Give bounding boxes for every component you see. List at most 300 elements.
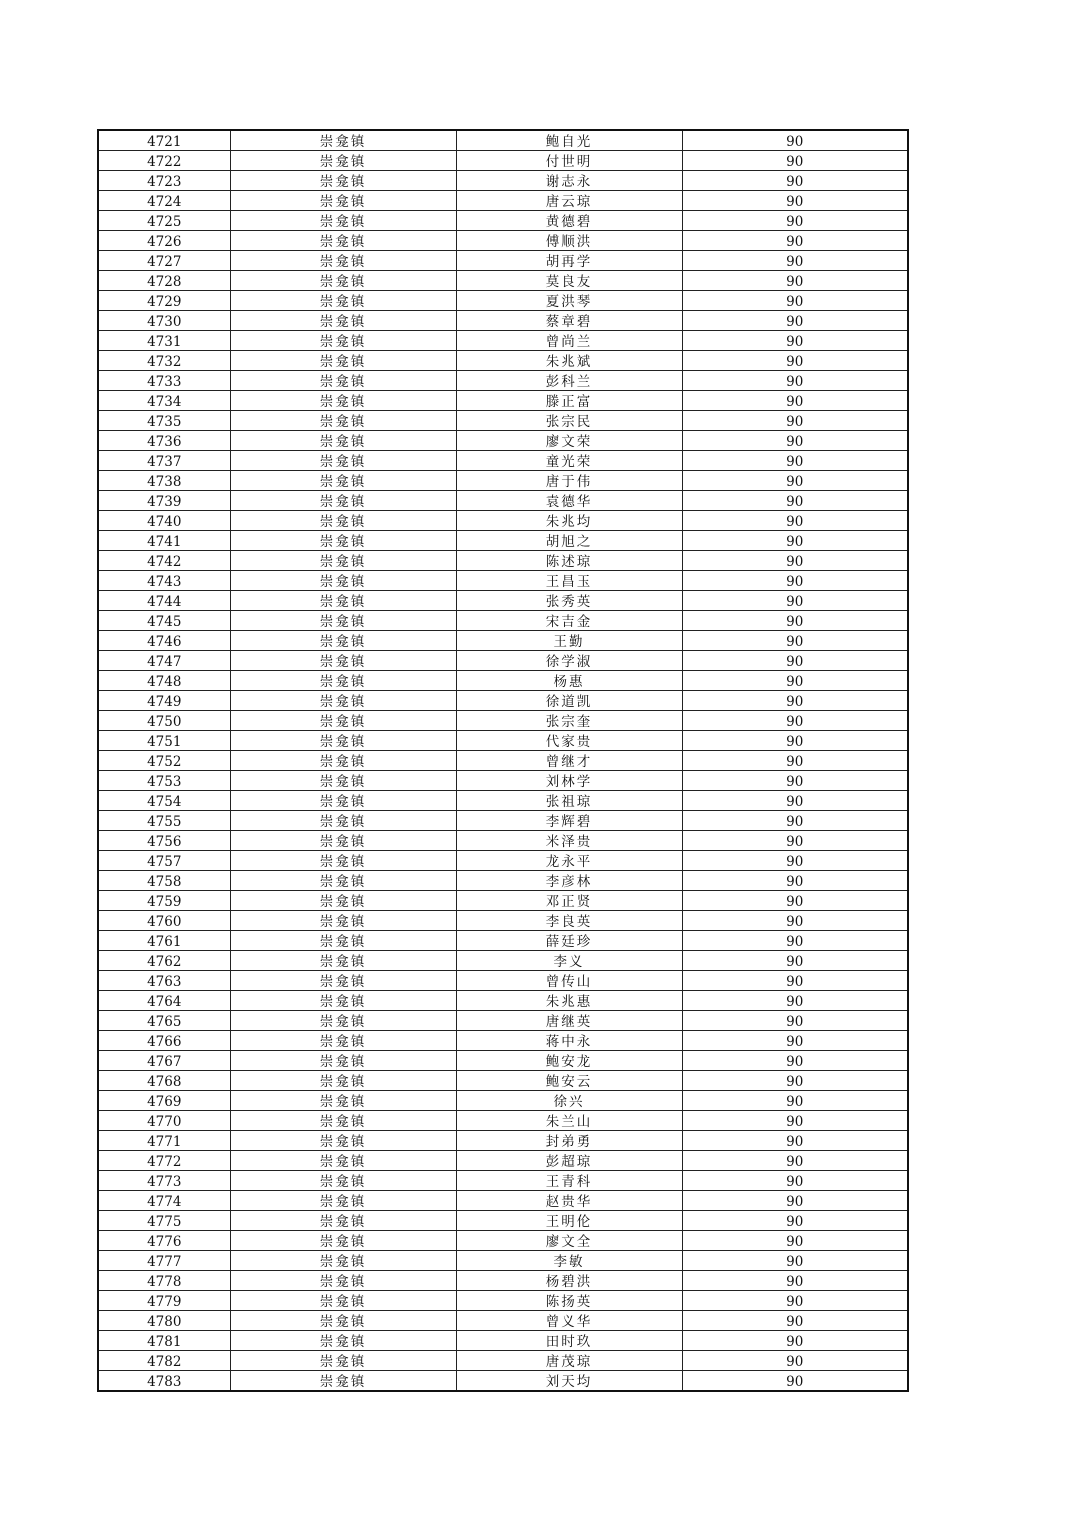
row-number-cell: 4778 <box>98 1271 230 1291</box>
amount-cell: 90 <box>682 1311 908 1331</box>
person-name-cell: 胡再学 <box>456 251 682 271</box>
town-cell: 崇龛镇 <box>230 1031 456 1051</box>
row-number-cell: 4767 <box>98 1051 230 1071</box>
person-name-cell: 张宗民 <box>456 411 682 431</box>
person-name-cell: 陈扬英 <box>456 1291 682 1311</box>
amount-cell: 90 <box>682 1011 908 1031</box>
amount-cell: 90 <box>682 1031 908 1051</box>
amount-cell: 90 <box>682 531 908 551</box>
person-name-cell: 龙永平 <box>456 851 682 871</box>
person-name-cell: 朱兆斌 <box>456 351 682 371</box>
town-cell: 崇龛镇 <box>230 351 456 371</box>
town-cell: 崇龛镇 <box>230 311 456 331</box>
person-name-cell: 王昌玉 <box>456 571 682 591</box>
row-number-cell: 4761 <box>98 931 230 951</box>
town-cell: 崇龛镇 <box>230 411 456 431</box>
amount-cell: 90 <box>682 691 908 711</box>
table-row <box>98 511 908 531</box>
row-number-cell: 4739 <box>98 491 230 511</box>
person-name-cell: 邓正贤 <box>456 891 682 911</box>
row-number-cell: 4733 <box>98 371 230 391</box>
amount-cell: 90 <box>682 631 908 651</box>
row-number-cell: 4729 <box>98 291 230 311</box>
amount-cell: 90 <box>682 751 908 771</box>
amount-cell: 90 <box>682 931 908 951</box>
town-cell: 崇龛镇 <box>230 931 456 951</box>
table-row <box>98 431 908 451</box>
town-cell: 崇龛镇 <box>230 391 456 411</box>
table-row <box>98 351 908 371</box>
row-number-cell: 4737 <box>98 451 230 471</box>
amount-cell: 90 <box>682 1211 908 1231</box>
row-number-cell: 4773 <box>98 1171 230 1191</box>
amount-cell: 90 <box>682 1071 908 1091</box>
table-row <box>98 311 908 331</box>
person-name-cell: 王明伦 <box>456 1211 682 1231</box>
row-number-cell: 4734 <box>98 391 230 411</box>
row-number-cell: 4731 <box>98 331 230 351</box>
person-name-cell: 张宗奎 <box>456 711 682 731</box>
town-cell: 崇龛镇 <box>230 591 456 611</box>
row-number-cell: 4745 <box>98 611 230 631</box>
town-cell: 崇龛镇 <box>230 731 456 751</box>
amount-cell: 90 <box>682 211 908 231</box>
row-number-cell: 4766 <box>98 1031 230 1051</box>
person-name-cell: 鲍安云 <box>456 1071 682 1091</box>
town-cell: 崇龛镇 <box>230 891 456 911</box>
amount-cell: 90 <box>682 791 908 811</box>
amount-cell: 90 <box>682 551 908 571</box>
amount-cell: 90 <box>682 991 908 1011</box>
town-cell: 崇龛镇 <box>230 1111 456 1131</box>
amount-cell: 90 <box>682 191 908 211</box>
row-number-cell: 4776 <box>98 1231 230 1251</box>
table-row <box>98 391 908 411</box>
amount-cell: 90 <box>682 811 908 831</box>
person-name-cell: 廖文全 <box>456 1231 682 1251</box>
person-name-cell: 彭科兰 <box>456 371 682 391</box>
town-cell: 崇龛镇 <box>230 791 456 811</box>
row-number-cell: 4779 <box>98 1291 230 1311</box>
table-row <box>98 271 908 291</box>
person-name-cell: 蔡章碧 <box>456 311 682 331</box>
town-cell: 崇龛镇 <box>230 1071 456 1091</box>
amount-cell: 90 <box>682 1331 908 1351</box>
table-row <box>98 1151 908 1171</box>
town-cell: 崇龛镇 <box>230 551 456 571</box>
amount-cell: 90 <box>682 491 908 511</box>
row-number-cell: 4757 <box>98 851 230 871</box>
table-row <box>98 1091 908 1111</box>
town-cell: 崇龛镇 <box>230 130 456 151</box>
row-number-cell: 4756 <box>98 831 230 851</box>
person-name-cell: 赵贵华 <box>456 1191 682 1211</box>
town-cell: 崇龛镇 <box>230 631 456 651</box>
table-row <box>98 291 908 311</box>
town-cell: 崇龛镇 <box>230 211 456 231</box>
person-name-cell: 刘天均 <box>456 1371 682 1392</box>
amount-cell: 90 <box>682 291 908 311</box>
amount-cell: 90 <box>682 611 908 631</box>
person-name-cell: 张秀英 <box>456 591 682 611</box>
amount-cell: 90 <box>682 1271 908 1291</box>
row-number-cell: 4730 <box>98 311 230 331</box>
person-name-cell: 唐继英 <box>456 1011 682 1031</box>
person-name-cell: 唐茂琼 <box>456 1351 682 1371</box>
person-name-cell: 宋吉金 <box>456 611 682 631</box>
person-name-cell: 滕正富 <box>456 391 682 411</box>
amount-cell: 90 <box>682 951 908 971</box>
table-row <box>98 171 908 191</box>
row-number-cell: 4775 <box>98 1211 230 1231</box>
person-name-cell: 曾义华 <box>456 1311 682 1331</box>
person-name-cell: 陈述琼 <box>456 551 682 571</box>
table-row <box>98 151 908 171</box>
row-number-cell: 4760 <box>98 911 230 931</box>
amount-cell: 90 <box>682 231 908 251</box>
town-cell: 崇龛镇 <box>230 571 456 591</box>
town-cell: 崇龛镇 <box>230 1011 456 1031</box>
town-cell: 崇龛镇 <box>230 531 456 551</box>
row-number-cell: 4768 <box>98 1071 230 1091</box>
table-row <box>98 1051 908 1071</box>
town-cell: 崇龛镇 <box>230 651 456 671</box>
table-row <box>98 751 908 771</box>
town-cell: 崇龛镇 <box>230 991 456 1011</box>
amount-cell: 90 <box>682 311 908 331</box>
town-cell: 崇龛镇 <box>230 971 456 991</box>
row-number-cell: 4723 <box>98 171 230 191</box>
town-cell: 崇龛镇 <box>230 831 456 851</box>
town-cell: 崇龛镇 <box>230 951 456 971</box>
table-row <box>98 831 908 851</box>
row-number-cell: 4753 <box>98 771 230 791</box>
table-row <box>98 211 908 231</box>
person-name-cell: 鲍安龙 <box>456 1051 682 1071</box>
row-number-cell: 4780 <box>98 1311 230 1331</box>
town-cell: 崇龛镇 <box>230 371 456 391</box>
amount-cell: 90 <box>682 651 908 671</box>
person-name-cell: 薛廷珍 <box>456 931 682 951</box>
person-name-cell: 付世明 <box>456 151 682 171</box>
row-number-cell: 4749 <box>98 691 230 711</box>
table-row <box>98 1071 908 1091</box>
table-row <box>98 1271 908 1291</box>
amount-cell: 90 <box>682 171 908 191</box>
person-name-cell: 唐云琼 <box>456 191 682 211</box>
table-row <box>98 1011 908 1031</box>
town-cell: 崇龛镇 <box>230 331 456 351</box>
row-number-cell: 4725 <box>98 211 230 231</box>
table-row <box>98 971 908 991</box>
row-number-cell: 4783 <box>98 1371 230 1392</box>
table-row <box>98 771 908 791</box>
town-cell: 崇龛镇 <box>230 471 456 491</box>
amount-cell: 90 <box>682 731 908 751</box>
amount-cell: 90 <box>682 1231 908 1251</box>
table-row <box>98 1251 908 1271</box>
table-row <box>98 1111 908 1131</box>
amount-cell: 90 <box>682 1051 908 1071</box>
town-cell: 崇龛镇 <box>230 871 456 891</box>
town-cell: 崇龛镇 <box>230 1231 456 1251</box>
table-row <box>98 671 908 691</box>
town-cell: 崇龛镇 <box>230 1131 456 1151</box>
town-cell: 崇龛镇 <box>230 151 456 171</box>
person-name-cell: 夏洪琴 <box>456 291 682 311</box>
amount-cell: 90 <box>682 371 908 391</box>
row-number-cell: 4762 <box>98 951 230 971</box>
table-row <box>98 1371 908 1392</box>
row-number-cell: 4771 <box>98 1131 230 1151</box>
row-number-cell: 4764 <box>98 991 230 1011</box>
row-number-cell: 4751 <box>98 731 230 751</box>
person-name-cell: 徐道凯 <box>456 691 682 711</box>
person-name-cell: 代家贵 <box>456 731 682 751</box>
person-name-cell: 田时玖 <box>456 1331 682 1351</box>
table-row <box>98 1331 908 1351</box>
town-cell: 崇龛镇 <box>230 191 456 211</box>
row-number-cell: 4758 <box>98 871 230 891</box>
person-name-cell: 李良英 <box>456 911 682 931</box>
row-number-cell: 4722 <box>98 151 230 171</box>
town-cell: 崇龛镇 <box>230 1191 456 1211</box>
town-cell: 崇龛镇 <box>230 171 456 191</box>
amount-cell: 90 <box>682 1251 908 1271</box>
table-row <box>98 551 908 571</box>
amount-cell: 90 <box>682 130 908 151</box>
row-number-cell: 4738 <box>98 471 230 491</box>
town-cell: 崇龛镇 <box>230 231 456 251</box>
person-name-cell: 王勤 <box>456 631 682 651</box>
amount-cell: 90 <box>682 511 908 531</box>
table-row <box>98 791 908 811</box>
person-name-cell: 曾尚兰 <box>456 331 682 351</box>
table-row <box>98 1231 908 1251</box>
table-row <box>98 591 908 611</box>
amount-cell: 90 <box>682 1371 908 1392</box>
row-number-cell: 4724 <box>98 191 230 211</box>
table-row <box>98 1191 908 1211</box>
amount-cell: 90 <box>682 1191 908 1211</box>
row-number-cell: 4769 <box>98 1091 230 1111</box>
amount-cell: 90 <box>682 451 908 471</box>
table-row <box>98 891 908 911</box>
table-row <box>98 251 908 271</box>
town-cell: 崇龛镇 <box>230 671 456 691</box>
row-number-cell: 4743 <box>98 571 230 591</box>
person-name-cell: 朱兆惠 <box>456 991 682 1011</box>
row-number-cell: 4727 <box>98 251 230 271</box>
amount-cell: 90 <box>682 251 908 271</box>
document-table-container <box>97 129 907 1392</box>
town-cell: 崇龛镇 <box>230 1371 456 1392</box>
town-cell: 崇龛镇 <box>230 811 456 831</box>
table-row <box>98 651 908 671</box>
table-row <box>98 471 908 491</box>
table-row <box>98 991 908 1011</box>
person-name-cell: 黄德碧 <box>456 211 682 231</box>
person-name-cell: 胡旭之 <box>456 531 682 551</box>
table-row <box>98 1351 908 1371</box>
row-number-cell: 4747 <box>98 651 230 671</box>
row-number-cell: 4777 <box>98 1251 230 1271</box>
town-cell: 崇龛镇 <box>230 1351 456 1371</box>
row-number-cell: 4721 <box>98 130 230 151</box>
amount-cell: 90 <box>682 571 908 591</box>
town-cell: 崇龛镇 <box>230 711 456 731</box>
town-cell: 崇龛镇 <box>230 251 456 271</box>
table-row <box>98 571 908 591</box>
amount-cell: 90 <box>682 1111 908 1131</box>
amount-cell: 90 <box>682 431 908 451</box>
person-name-cell: 杨碧洪 <box>456 1271 682 1291</box>
person-name-cell: 李义 <box>456 951 682 971</box>
row-number-cell: 4770 <box>98 1111 230 1131</box>
town-cell: 崇龛镇 <box>230 1331 456 1351</box>
row-number-cell: 4752 <box>98 751 230 771</box>
amount-cell: 90 <box>682 891 908 911</box>
row-number-cell: 4732 <box>98 351 230 371</box>
amount-cell: 90 <box>682 411 908 431</box>
row-number-cell: 4742 <box>98 551 230 571</box>
person-name-cell: 袁德华 <box>456 491 682 511</box>
table-row <box>98 851 908 871</box>
person-name-cell: 谢志永 <box>456 171 682 191</box>
row-number-cell: 4726 <box>98 231 230 251</box>
town-cell: 崇龛镇 <box>230 1251 456 1271</box>
table-row <box>98 931 908 951</box>
person-name-cell: 莫良友 <box>456 271 682 291</box>
person-name-cell: 彭超琼 <box>456 1151 682 1171</box>
person-name-cell: 曾传山 <box>456 971 682 991</box>
person-name-cell: 杨惠 <box>456 671 682 691</box>
row-number-cell: 4772 <box>98 1151 230 1171</box>
town-cell: 崇龛镇 <box>230 511 456 531</box>
amount-cell: 90 <box>682 711 908 731</box>
amount-cell: 90 <box>682 971 908 991</box>
table-row <box>98 531 908 551</box>
table-row <box>98 1031 908 1051</box>
person-name-cell: 鲍自光 <box>456 130 682 151</box>
person-name-cell: 张祖琼 <box>456 791 682 811</box>
amount-cell: 90 <box>682 391 908 411</box>
person-name-cell: 王青科 <box>456 1171 682 1191</box>
person-name-cell: 唐于伟 <box>456 471 682 491</box>
table-row <box>98 611 908 631</box>
row-number-cell: 4774 <box>98 1191 230 1211</box>
person-name-cell: 徐学淑 <box>456 651 682 671</box>
amount-cell: 90 <box>682 671 908 691</box>
amount-cell: 90 <box>682 911 908 931</box>
row-number-cell: 4759 <box>98 891 230 911</box>
row-number-cell: 4728 <box>98 271 230 291</box>
row-number-cell: 4748 <box>98 671 230 691</box>
amount-cell: 90 <box>682 1171 908 1191</box>
table-row <box>98 1291 908 1311</box>
row-number-cell: 4746 <box>98 631 230 651</box>
town-cell: 崇龛镇 <box>230 1091 456 1111</box>
table-row <box>98 191 908 211</box>
town-cell: 崇龛镇 <box>230 1211 456 1231</box>
table-row <box>98 451 908 471</box>
town-cell: 崇龛镇 <box>230 611 456 631</box>
amount-cell: 90 <box>682 331 908 351</box>
town-cell: 崇龛镇 <box>230 291 456 311</box>
person-name-cell: 廖文荣 <box>456 431 682 451</box>
person-name-cell: 傅顺洪 <box>456 231 682 251</box>
table-row <box>98 331 908 351</box>
table-row <box>98 231 908 251</box>
table-row <box>98 731 908 751</box>
table-row <box>98 1311 908 1331</box>
table-row <box>98 871 908 891</box>
row-number-cell: 4740 <box>98 511 230 531</box>
row-number-cell: 4781 <box>98 1331 230 1351</box>
amount-cell: 90 <box>682 351 908 371</box>
town-cell: 崇龛镇 <box>230 751 456 771</box>
table-row <box>98 691 908 711</box>
town-cell: 崇龛镇 <box>230 911 456 931</box>
table-body <box>98 130 908 1391</box>
amount-cell: 90 <box>682 1131 908 1151</box>
amount-cell: 90 <box>682 1291 908 1311</box>
table-row <box>98 631 908 651</box>
row-number-cell: 4763 <box>98 971 230 991</box>
town-cell: 崇龛镇 <box>230 491 456 511</box>
row-number-cell: 4755 <box>98 811 230 831</box>
amount-cell: 90 <box>682 831 908 851</box>
table-row <box>98 911 908 931</box>
amount-cell: 90 <box>682 591 908 611</box>
town-cell: 崇龛镇 <box>230 431 456 451</box>
person-name-cell: 李彦林 <box>456 871 682 891</box>
person-name-cell: 蒋中永 <box>456 1031 682 1051</box>
person-name-cell: 朱兰山 <box>456 1111 682 1131</box>
table-row <box>98 371 908 391</box>
table-row <box>98 1211 908 1231</box>
person-name-cell: 李敏 <box>456 1251 682 1271</box>
town-cell: 崇龛镇 <box>230 451 456 471</box>
town-cell: 崇龛镇 <box>230 1311 456 1331</box>
table-row <box>98 1131 908 1151</box>
table-row <box>98 711 908 731</box>
roster-table <box>97 129 909 1392</box>
amount-cell: 90 <box>682 1151 908 1171</box>
town-cell: 崇龛镇 <box>230 851 456 871</box>
person-name-cell: 朱兆均 <box>456 511 682 531</box>
row-number-cell: 4741 <box>98 531 230 551</box>
town-cell: 崇龛镇 <box>230 691 456 711</box>
amount-cell: 90 <box>682 471 908 491</box>
row-number-cell: 4744 <box>98 591 230 611</box>
person-name-cell: 童光荣 <box>456 451 682 471</box>
amount-cell: 90 <box>682 1091 908 1111</box>
town-cell: 崇龛镇 <box>230 1171 456 1191</box>
amount-cell: 90 <box>682 871 908 891</box>
town-cell: 崇龛镇 <box>230 771 456 791</box>
town-cell: 崇龛镇 <box>230 271 456 291</box>
person-name-cell: 徐兴 <box>456 1091 682 1111</box>
row-number-cell: 4782 <box>98 1351 230 1371</box>
row-number-cell: 4765 <box>98 1011 230 1031</box>
amount-cell: 90 <box>682 851 908 871</box>
amount-cell: 90 <box>682 151 908 171</box>
town-cell: 崇龛镇 <box>230 1151 456 1171</box>
amount-cell: 90 <box>682 1351 908 1371</box>
town-cell: 崇龛镇 <box>230 1051 456 1071</box>
table-row <box>98 1171 908 1191</box>
